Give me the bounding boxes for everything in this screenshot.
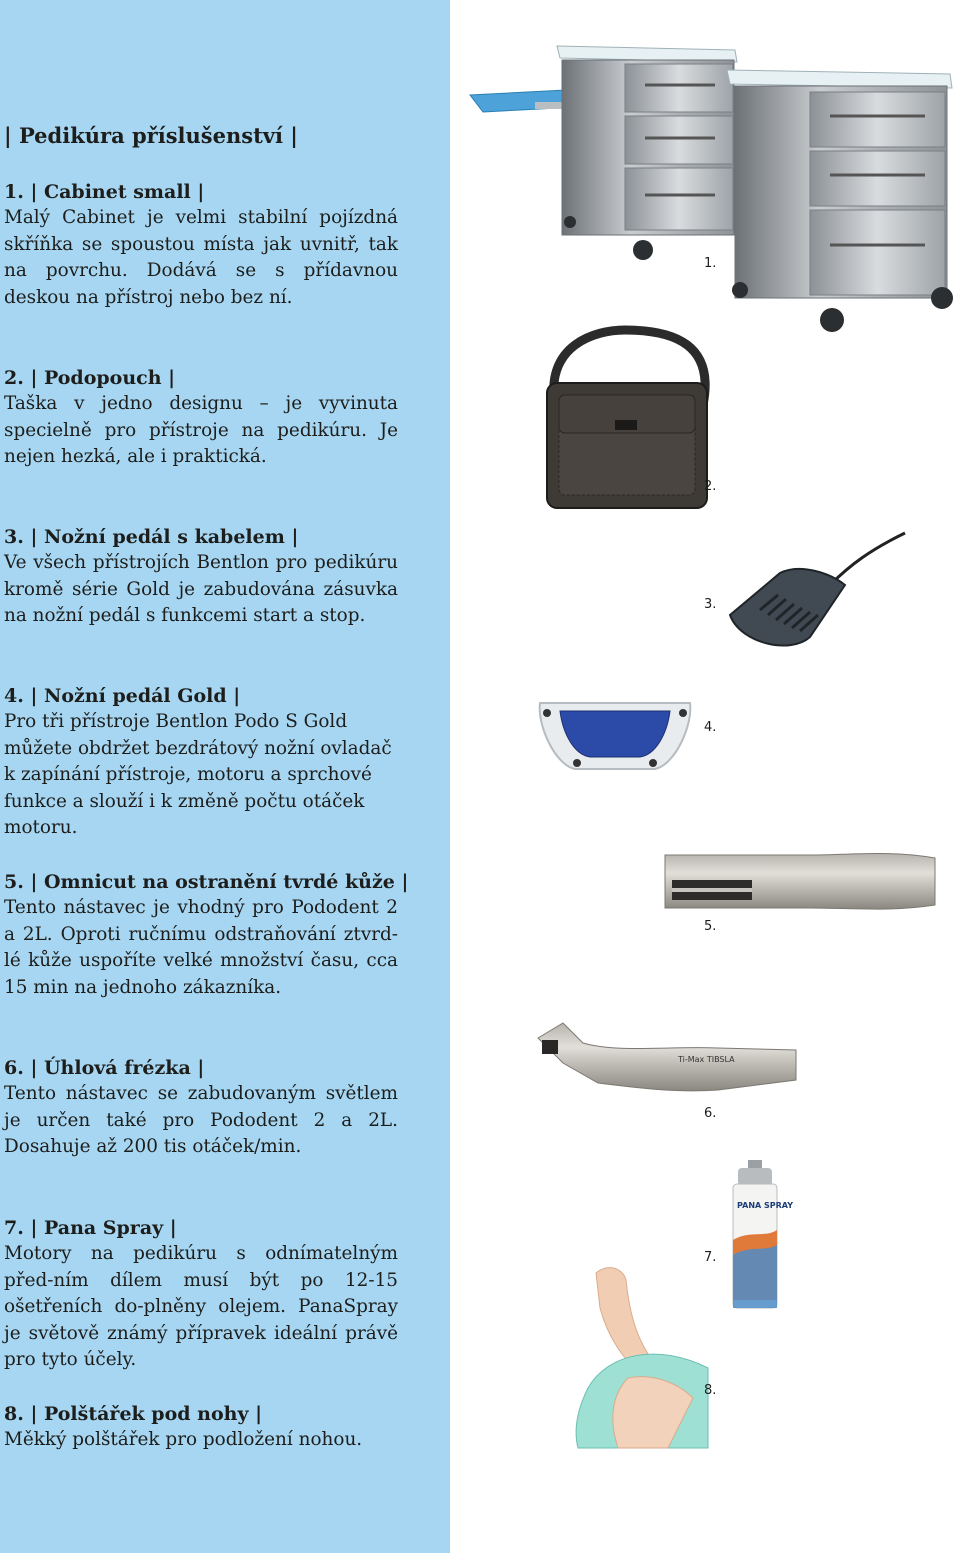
section-foot-pedal-cable: [4, 524, 398, 630]
leg-pillow-image: [568, 1258, 718, 1453]
section-heading: 4. | Nožní pedál Gold |: [4, 685, 241, 707]
omnicut-handpiece-image: [660, 850, 945, 915]
section-heading: 5. | Omnicut na ostranění tvrdé kůže |: [4, 871, 409, 893]
section-body: Malý Cabinet je velmi stabilní pojízdná skříňka se spoustou místa jak uvnitř, tak na povrchu. Dodává se s přídavnou deskou na přístroj nebo bez ní.: [4, 207, 398, 308]
foot-pedal-cable-image: [720, 525, 910, 665]
section-heading: 7. | Pana Spray |: [4, 1217, 177, 1239]
section-omnicut: [4, 869, 409, 1001]
image-label: 7.: [704, 1250, 717, 1265]
section-body: Tento nástavec je vhodný pro Pododent 2 a 2L. Oproti ručnímu odstraňování ztvrd-lé kůže uspoříte velké množství času, cca 15 min na jednoho zákazníka.: [4, 897, 398, 998]
foot-pedal-gold-image: [535, 695, 695, 775]
section-heading: 6. | Úhlová frézka |: [4, 1057, 205, 1079]
section-cabinet-small: [4, 179, 398, 311]
section-angle-handpiece: [4, 1055, 398, 1161]
section-heading: 2. | Podopouch |: [4, 367, 176, 389]
section-body: Měkký polštářek pro podložení nohou.: [4, 1429, 363, 1450]
section-body: Motory na pedikúru s odnímatelným před-ním dílem musí být po 12-15 ošetřeních do-plněny olejem. PanaSpray je světově známý přípravek ideální právě pro tyto účely.: [4, 1243, 398, 1370]
section-body: Pro tři přístroje Bentlon Podo S Gold můžete obdržet bezdrátový nožní ovladač k zapínání přístroje, motoru a sprchové funkce a slouží i k změně počtu otáček motoru.: [4, 711, 392, 838]
section-podopouch: [4, 365, 398, 471]
cabinet-small-image: [465, 40, 960, 340]
section-leg-pillow: [4, 1401, 398, 1454]
image-label: 8.: [704, 1383, 717, 1398]
section-body: Tento nástavec se zabudovaným světlem je určen také pro Pododent 2 a 2L. Dosahuje až 200 tis otáček/min.: [4, 1083, 398, 1157]
section-foot-pedal-gold: [4, 683, 398, 842]
handpiece-brand-text: Ti-Max TIBSLA: [678, 1055, 735, 1064]
angle-handpiece-image: [528, 1018, 803, 1098]
section-heading: 1. | Cabinet small |: [4, 181, 205, 203]
page-title: | Pedikúra příslušenství |: [4, 123, 298, 148]
section-pana-spray: [4, 1215, 398, 1374]
pana-spray-can-image: [730, 1160, 793, 1310]
section-heading: 3. | Nožní pedál s kabelem |: [4, 526, 299, 548]
spray-brand-text: PANA SPRAY: [737, 1201, 793, 1210]
section-body: Ve všech přístrojích Bentlon pro pedikúru kromě série Gold je zabudována zásuvka na nožní pedál s funkcemi start a stop.: [4, 552, 398, 626]
image-label: 4.: [704, 720, 717, 735]
image-label: 6.: [704, 1106, 717, 1121]
image-label: 3.: [704, 597, 717, 612]
image-label: 5.: [704, 919, 717, 934]
section-body: Taška v jedno designu – je vyvinuta specielně pro přístroje na pedikúru. Je nejen hezká, ale i praktická.: [4, 393, 398, 467]
image-label: 2.: [704, 479, 717, 494]
image-label: 1.: [704, 256, 717, 271]
podopouch-bag-image: [535, 325, 720, 510]
section-heading: 8. | Polštářek pod nohy |: [4, 1403, 263, 1425]
